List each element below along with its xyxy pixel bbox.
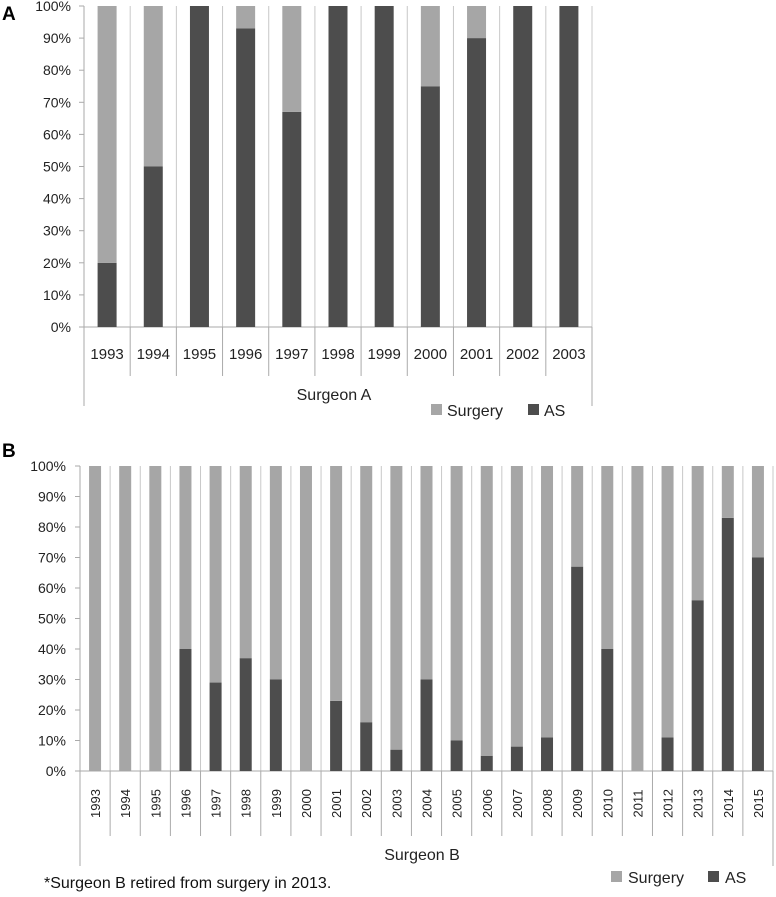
panel-b-group-label: Surgeon B [384,847,460,864]
panel-b-bars [89,466,764,771]
bar-surgery-2000 [300,466,312,771]
panel-b-category-labels [88,789,766,818]
panel-a-legend [431,403,565,420]
bar-surgery-2009 [571,466,583,567]
bar-as-1997 [210,683,222,771]
bar-as-1996 [236,28,255,327]
y-tick-label: 10% [42,286,71,303]
bar-surgery-2014 [722,466,734,518]
category-label: 1996 [178,789,194,818]
bar-as-2007 [511,747,523,771]
legend-label-as: AS [544,403,566,420]
bar-surgery-2015 [752,466,764,558]
bar-as-2002 [513,6,532,327]
category-label: 1999 [268,789,284,818]
y-tick-label: 50% [37,610,66,627]
bar-as-1998 [240,658,252,771]
bar-as-1995 [190,6,209,327]
panel-a-group-label: Surgeon A [296,387,372,404]
bar-surgery-1996 [179,466,191,649]
category-label: 1997 [275,346,309,363]
y-tick-label: 90% [37,488,66,505]
y-tick-label: 100% [35,0,71,14]
category-label: 2003 [389,789,405,818]
footnote: *Surgeon B retired from surgery in 2013. [44,875,332,892]
bar-surgery-1999 [270,466,282,680]
category-label: 2002 [506,346,540,363]
category-label: 2005 [449,789,465,818]
legend-swatch-surgery [431,404,442,415]
category-label: 1998 [238,789,254,818]
bar-as-1996 [179,649,191,771]
y-tick-label: 40% [37,641,66,657]
category-label: 1993 [90,346,124,363]
bar-as-2000 [421,86,440,327]
legend-swatch-as [528,404,539,415]
bar-surgery-2001 [467,6,486,38]
bar-as-2006 [481,756,493,771]
bar-as-2002 [360,722,372,771]
legend-label-as: AS [725,870,747,887]
bar-surgery-1998 [240,466,252,658]
panel-b-chart [2,441,773,892]
panel-a-chart [2,0,592,420]
panel-a-letter: A [2,4,16,25]
bar-as-2015 [752,558,764,772]
y-tick-label: 40% [42,190,71,207]
category-label: 2001 [329,789,345,818]
category-label: 2008 [540,789,556,818]
y-tick-label: 80% [42,62,71,79]
bar-surgery-2003 [390,466,402,750]
bar-as-2003 [390,750,402,771]
bar-as-2001 [330,701,342,771]
y-tick-label: 0% [45,763,66,779]
y-tick-label: 60% [42,126,71,143]
legend-label-surgery: Surgery [447,403,504,420]
category-label: 2012 [660,789,676,818]
bar-as-1997 [282,112,301,327]
category-label: 2004 [419,789,435,818]
bar-surgery-2005 [451,466,463,741]
bar-surgery-2011 [631,466,643,771]
bar-surgery-1993 [98,6,117,263]
bar-as-2012 [662,737,674,771]
y-tick-label: 30% [37,671,66,688]
bar-as-2009 [571,567,583,771]
y-tick-label: 20% [37,702,66,718]
bar-surgery-1996 [236,6,255,28]
bar-surgery-2013 [692,466,704,600]
category-label: 1999 [367,346,401,363]
bar-as-1994 [144,167,163,328]
bar-surgery-2001 [330,466,342,701]
legend-swatch-surgery [611,871,622,882]
category-label: 1993 [88,789,104,818]
bar-surgery-2008 [541,466,553,737]
category-label: 2014 [720,789,736,818]
bar-as-1998 [329,6,348,327]
panel-a-category-labels [90,346,585,363]
bar-as-2008 [541,737,553,771]
category-label: 2000 [413,346,448,363]
panel-a-bars [98,6,579,327]
y-tick-label: 70% [42,94,71,111]
legend-swatch-as [708,871,719,882]
bar-as-1999 [270,680,282,772]
category-label: 1998 [321,346,355,363]
y-tick-label: 20% [42,254,71,271]
category-label: 2006 [479,789,495,818]
y-tick-label: 80% [37,519,66,535]
category-label: 2001 [459,346,494,363]
category-label: 2013 [690,789,706,818]
panel-b-legend [611,870,746,887]
bar-surgery-1997 [210,466,222,683]
y-tick-label: 50% [42,158,71,175]
panel-b-letter: B [2,441,16,462]
bar-surgery-1994 [119,466,131,771]
y-tick-label: 70% [37,549,66,566]
category-label: 2009 [570,789,586,818]
category-label: 2015 [750,789,766,818]
category-label: 2011 [630,789,646,818]
bar-as-1999 [375,6,394,327]
category-label: 1994 [136,346,170,363]
category-label: 2010 [600,789,616,818]
y-tick-label: 30% [42,222,71,239]
bar-as-2010 [601,649,613,771]
category-label: 1996 [228,346,263,363]
category-label: 1995 [148,789,164,818]
category-label: 2002 [359,789,375,818]
legend-label-surgery: Surgery [628,870,685,887]
bar-surgery-1993 [89,466,101,771]
category-label: 1997 [208,789,224,818]
bar-surgery-2010 [601,466,613,649]
bar-surgery-2002 [360,466,372,722]
category-label: 2000 [298,789,314,818]
bar-surgery-1997 [282,6,301,112]
y-tick-label: 0% [50,319,71,335]
bar-as-2003 [559,6,578,327]
bar-surgery-1995 [149,466,161,771]
bar-as-2014 [722,518,734,771]
bar-surgery-2000 [421,6,440,86]
y-tick-label: 100% [30,458,66,474]
bar-as-2004 [421,680,433,772]
bar-as-1993 [98,263,117,327]
bar-surgery-1994 [144,6,163,167]
bar-as-2013 [692,600,704,771]
bar-as-2005 [451,741,463,772]
bar-surgery-2007 [511,466,523,747]
bar-surgery-2006 [481,466,493,756]
bar-as-2001 [467,38,486,327]
category-label: 2007 [509,789,525,818]
category-label: 1995 [182,346,217,363]
y-tick-label: 10% [37,732,66,749]
bar-surgery-2012 [662,466,674,737]
y-tick-label: 60% [37,580,66,596]
category-label: 2003 [552,346,586,363]
y-tick-label: 90% [42,30,71,47]
category-label: 1994 [118,789,134,818]
bar-surgery-2004 [421,466,433,680]
